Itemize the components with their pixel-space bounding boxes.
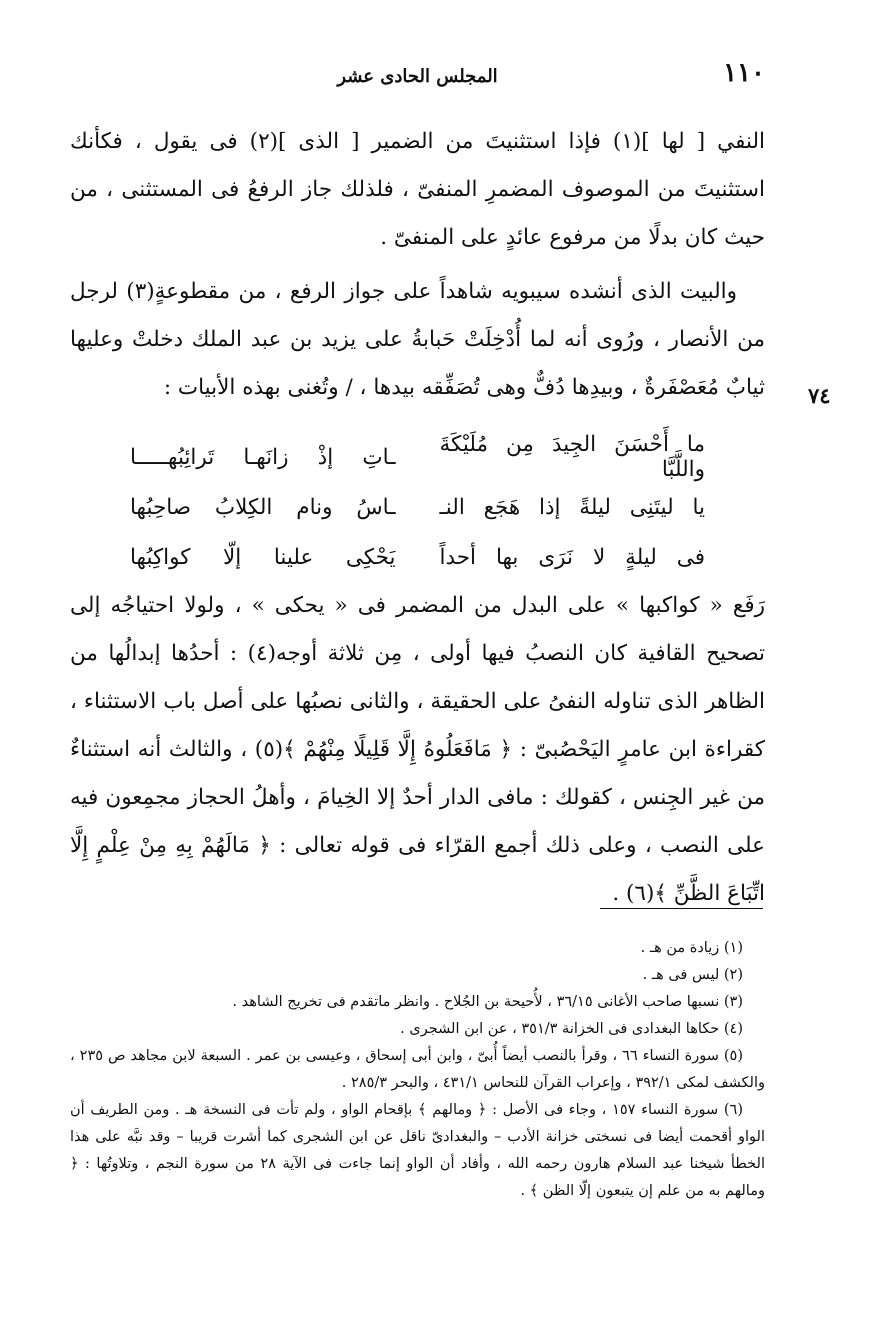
verse-line <box>130 432 705 482</box>
main-text <box>70 118 765 412</box>
footnote: (٣) نسبها صاحب الأغانى ٣٦/١٥ ، لأُحيحة بن الجُلاح . وانظر ماتقدم فى تخريج الشاهد . <box>232 994 743 1010</box>
verse-first-hemistich: ما أَحْسَنَ الجِيدَ مِن مُلَيْكَةَ واللَّبَّا <box>439 432 705 482</box>
page-header <box>70 58 765 98</box>
paragraph-1: النفي [ لها ](١) فإذا استثنيتَ من الضمير [ الذى ](٢) فى يقول ، فكأنك استثنيتَ من الموصوف المضمرِ المنفىّ ، فلذلك جاز الرفعُ فى المستثنى ، من حيث كان بدلًا من مرفوع عائدٍ على المنفىّ . <box>70 129 765 250</box>
verse-second-hemistich: ـاتِ إذْ زانَهـا تَرائِبُهـــــا <box>130 444 396 470</box>
verse-second-hemistich: يَحْكِى علينا إلّا كواكِبُها <box>130 544 396 570</box>
verse-first-hemistich: يا ليتَنِى ليلةً إذا هَجَع النـ <box>439 494 705 520</box>
footnote: (٥) سورة النساء ٦٦ ، وقرأ بالنصب أيضاً أُبىّ ، وابن أبى إسحاق ، وعيسى بن عمر . السبعة لابن مجاهد ص ٢٣٥ ، والكشف لمكى ٣٩٢/١ ، وإعراب القرآن للنحاس ٤٣١/١ ، والبحر ٢٨٥/٣ . <box>70 1048 765 1091</box>
footnote: (٦) سورة النساء ١٥٧ ، وجاء فى الأصل : ﴿ ومالهم ﴾ بإقحام الواو ، ولم تأت فى النسخة هـ . ومن الطريف أن الواو أقحمت أيضا فى نسختى خزانة الأدب – والبغدادىّ ناقل عن ابن الشجرى كما أشرت قريبا – وقد نبَّه على هذا الخطأ شيخنا عبد السلام هارون رحمه الله ، وأفاد أن الواو إنما جاءت فى الآية ٢٨ من سورة النجم ، وتلاوتُها : ﴿ ومالهم به من علم إن يتبعون إلّا الظن ﴾ . <box>70 1102 765 1199</box>
main-text-continued <box>70 582 765 918</box>
margin-folio-number: ٧٤ <box>808 383 831 408</box>
poem-verses <box>130 432 705 582</box>
footnote-separator <box>600 908 763 909</box>
footnote: (٢) ليس فى هـ . <box>642 967 743 983</box>
footnote: (١) زيادة من هـ . <box>640 940 743 956</box>
verse-second-hemistich: ـاسُ ونام الكِلابُ صاحِبُها <box>130 494 396 520</box>
footnotes <box>70 935 765 1205</box>
verse-line <box>130 532 705 582</box>
verse-first-hemistich: فى ليلةٍ لا نَرَى بها أحداً <box>439 544 705 570</box>
page-number: ١١٠ <box>723 58 765 88</box>
running-title: المجلس الحادى عشر <box>337 66 498 87</box>
paragraph-3: رَفَع « كواكبها » على البدل من المضمر فى « يحكى » ، ولولا احتياجُه إلى تصحيح القافية كان النصبُ فيها أولى ، مِن ثلاثة أوجه(٤) : أحدُها إبدالُها من الظاهر الذى تناوله النفىُ على الحقيقة ، والثانى نصبُها على أصل باب الاستثناء ، كقراءة ابن عامرٍ اليَحْصُبىّ : ﴿ مَافَعَلُوهُ إِلَّا قَلِيلًا مِنْهُمْ ﴾(٥) ، والثالث أنه استثناءٌ من غير الجِنس ، كقولك : مافى الدار أحدٌ إلا الخِيامَ ، وأهلُ الحجاز مجمِعون فيه على النصب ، وعلى ذلك أجمع القرّاء فى قوله تعالى : ﴿ مَالَهُمْ بِهِ مِنْ عِلْمٍ إِلَّا اتِّبَاعَ الظَّنِّ ﴾(٦) . <box>70 593 765 906</box>
paragraph-2: والبيت الذى أنشده سيبويه شاهداً على جواز الرفع ، من مقطوعةٍ(٣) لرجل من الأنصار ، ورُوى أنه لما أُدْخِلَتْ حَبابةُ على يزيد بن عبد الملك دخلتْ وعليها ثيابٌ مُعَصْفَرةٌ ، وبيدِها دُفٌّ وهى تُصَفِّقه بيدها ، / وتُغنى بهذه الأبيات : <box>70 279 765 400</box>
footnote: (٤) حكاها البغدادى فى الخزانة ٣٥١/٣ ، عن ابن الشجرى . <box>400 1021 743 1037</box>
verse-line <box>130 482 705 532</box>
